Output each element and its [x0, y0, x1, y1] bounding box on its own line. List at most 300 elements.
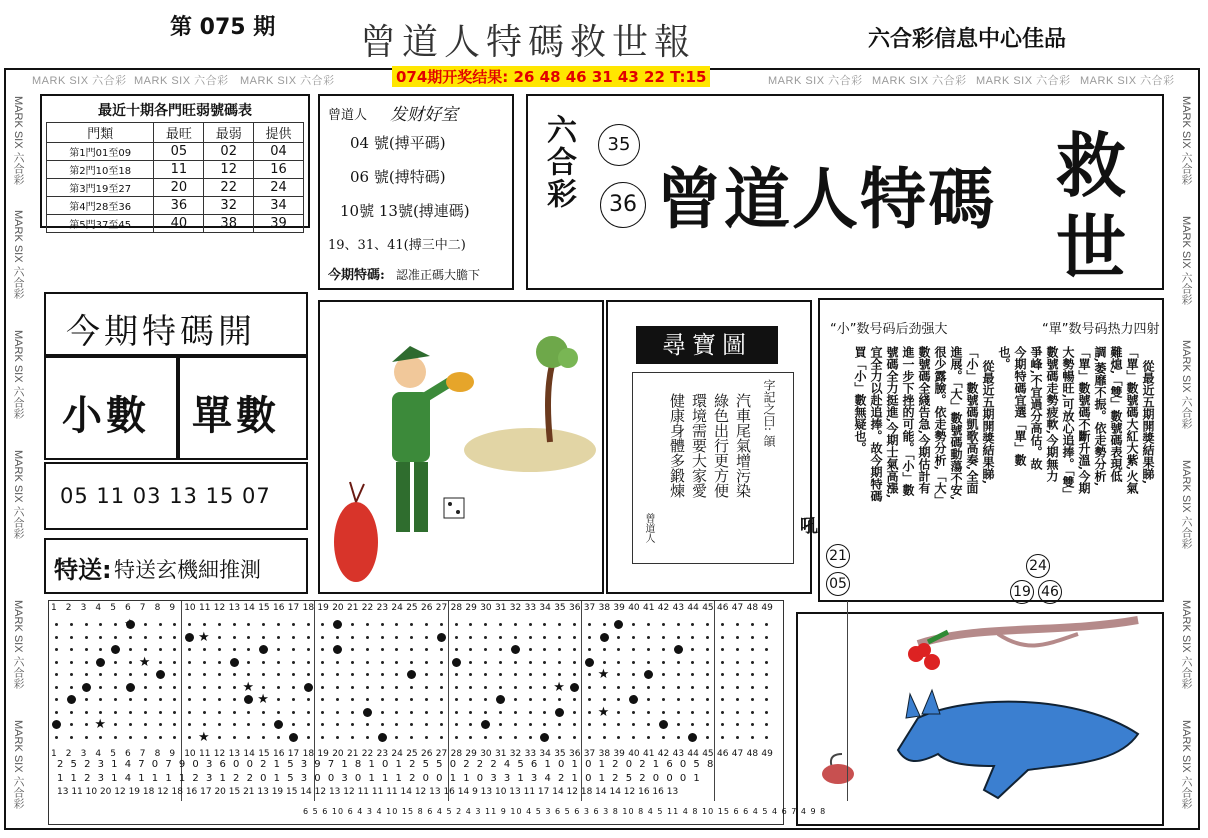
paper-title: 曾道人特碼救世報: [360, 22, 697, 63]
grid-column-number: 3: [80, 749, 87, 759]
number-circle: 05: [826, 572, 850, 596]
grid-column-number: 12: [213, 603, 226, 613]
grid-dot: [410, 736, 413, 739]
grid-dot: [677, 686, 680, 689]
grid-dot: [588, 636, 591, 639]
grid-column-number: 47: [731, 603, 744, 613]
grid-column-number: 42: [657, 603, 670, 613]
analysis-text: 從最近五期開獎結果睇,: [981, 360, 995, 485]
grid-dot: [336, 686, 339, 689]
grid-dot: [85, 723, 88, 726]
star-icon: ★: [257, 692, 269, 707]
grid-dot: [647, 623, 650, 626]
grid-dot: [721, 636, 724, 639]
banner-title-jiu: 救: [1056, 124, 1126, 207]
grid-dot: [647, 723, 650, 726]
grid-dot: [677, 623, 680, 626]
grid-dot: [603, 623, 606, 626]
grid-dot: [336, 711, 339, 714]
grid-dot: [440, 661, 443, 664]
special-numbers: 05 11 03 13 15 07: [60, 484, 271, 508]
grid-dot: [440, 698, 443, 701]
grid-dot: [573, 636, 576, 639]
grid-column-number: 38: [598, 749, 611, 759]
grid-dot: [529, 736, 532, 739]
grid-dot: [588, 673, 591, 676]
grid-column-number: 4: [95, 603, 102, 613]
farmer-illustration-icon: [320, 302, 602, 592]
grid-dot: [144, 723, 147, 726]
grid-dot: [381, 723, 384, 726]
grid-dot: [721, 686, 724, 689]
grid-dot: [203, 661, 206, 664]
grid-column-number: 35: [554, 749, 566, 759]
grid-dot: [292, 723, 295, 726]
grid-dot: [425, 623, 428, 626]
grid-dot: [292, 673, 295, 676]
grid-dot: [262, 661, 265, 664]
table-cell: 36: [154, 197, 204, 215]
grid-column-number: 26: [421, 603, 433, 613]
grid-column-number: 47: [731, 749, 744, 759]
analysis-text: 宜全力以赴追捧。故今期特碼: [869, 346, 883, 502]
grid-dot: [85, 711, 88, 714]
table-cell: 11: [154, 161, 204, 179]
grid-column-number: 35: [554, 603, 566, 613]
grid-dot: [529, 623, 532, 626]
grid-dot: [366, 686, 369, 689]
table-cell: 第3門19至27: [47, 179, 154, 197]
grid-dot: [233, 723, 236, 726]
grid-column-number: 19: [317, 749, 329, 759]
grid-dot: [85, 661, 88, 664]
grid-dot: [351, 698, 354, 701]
analysis-text: 「小」數號碼凱歌高奏,全面: [965, 346, 979, 495]
grid-dot: [129, 723, 132, 726]
number-circle: 21: [826, 544, 850, 568]
grid-dot: [455, 723, 458, 726]
grid-dot: [85, 648, 88, 651]
grid-dot: [262, 711, 265, 714]
send-box: [44, 538, 308, 594]
grid-column-number: 30: [480, 603, 492, 613]
publisher-name: 六合彩信息中心佳品: [868, 27, 1067, 52]
grid-marker: [674, 645, 683, 654]
grid-dot: [381, 698, 384, 701]
grid-column-number: 3: [80, 603, 87, 613]
grid-dot: [85, 736, 88, 739]
table-row: [47, 197, 304, 215]
analysis-text: 爭峰,不宜過分高估。故: [1029, 346, 1043, 471]
grid-marker: [555, 708, 564, 717]
grid-dot: [70, 686, 73, 689]
grid-dot: [159, 686, 162, 689]
hot-table-title: 最近十期各門旺弱號碼表: [98, 103, 252, 119]
analysis-text: 買「小」數無疑也。: [853, 346, 867, 454]
brand-watermark: MARK SIX 六合彩: [1180, 96, 1192, 185]
grid-dot: [455, 736, 458, 739]
grid-dot: [292, 636, 295, 639]
grid-marker: [585, 658, 594, 667]
grid-marker: [452, 658, 461, 667]
grid-dot: [85, 673, 88, 676]
grid-dot: [721, 723, 724, 726]
grid-dot: [499, 723, 502, 726]
grid-dot: [455, 623, 458, 626]
grid-dot: [751, 723, 754, 726]
grid-dot: [55, 648, 58, 651]
treasure-map-panel: [606, 300, 812, 594]
grid-dot: [529, 698, 532, 701]
grid-dot: [218, 661, 221, 664]
grid-dot: [159, 723, 162, 726]
grid-dot: [647, 648, 650, 651]
grid-dot: [677, 698, 680, 701]
grid-dot: [721, 698, 724, 701]
brand-watermark: MARK SIX 六合彩: [12, 210, 24, 299]
grid-dot: [736, 736, 739, 739]
grid-dot: [499, 711, 502, 714]
table-cell: 第2門10至18: [47, 161, 154, 179]
grid-dot: [736, 661, 739, 664]
illustration-animal: [796, 612, 1164, 826]
grid-marker: [378, 733, 387, 742]
banner-title-shi: 世: [1056, 206, 1126, 289]
grid-dot: [706, 711, 709, 714]
grid-dot: [751, 648, 754, 651]
grid-dot: [144, 648, 147, 651]
grid-marker: [570, 683, 579, 692]
grid-dot: [484, 711, 487, 714]
grid-marker: [156, 670, 165, 679]
grid-dot: [159, 661, 162, 664]
grid-dot: [218, 736, 221, 739]
grid-dot: [159, 711, 162, 714]
grid-dot: [366, 736, 369, 739]
grid-dot: [70, 711, 73, 714]
grid-dot: [499, 648, 502, 651]
grid-dot: [218, 623, 221, 626]
grid-column-number: 2: [65, 603, 72, 613]
table-cell: 第5門37至45: [47, 215, 154, 233]
grid-column-number: 46: [717, 603, 729, 613]
grid-dot: [277, 623, 280, 626]
grid-dot: [366, 661, 369, 664]
grid-marker: [185, 633, 194, 642]
grid-dot: [307, 723, 310, 726]
grid-dot: [233, 673, 236, 676]
grid-dot: [218, 636, 221, 639]
grid-dot: [721, 673, 724, 676]
grid-column-number: 32: [509, 603, 522, 613]
grid-dot: [499, 636, 502, 639]
grid-dot: [425, 673, 428, 676]
grid-dot: [85, 636, 88, 639]
grid-dot: [721, 623, 724, 626]
grid-dot: [55, 636, 58, 639]
grid-dot: [307, 661, 310, 664]
grid-dot: [603, 686, 606, 689]
grid-column-number: 11: [199, 603, 211, 613]
statistics-grid: [48, 600, 827, 825]
grid-column-number: 36: [569, 603, 581, 613]
tema-label: 今期特碼:: [328, 268, 385, 283]
grid-column-number: 45: [702, 749, 714, 759]
grid-dot: [514, 636, 517, 639]
grid-column-number: 2: [65, 749, 72, 759]
grid-dot: [277, 636, 280, 639]
grid-dot: [751, 636, 754, 639]
send-label: 特送:: [54, 556, 112, 584]
riddle-line: 綠色出行更方便: [712, 393, 730, 498]
grid-column-number: 15: [258, 749, 270, 759]
grid-dot: [307, 648, 310, 651]
grid-dot: [351, 736, 354, 739]
illustration-farmer: [318, 300, 604, 594]
grid-column-number: 39: [613, 749, 625, 759]
brand-watermark: MARK SIX 六合彩: [1180, 720, 1192, 809]
grid-dot: [114, 661, 117, 664]
grid-dot: [381, 711, 384, 714]
grid-dot: [706, 636, 709, 639]
grid-dot: [381, 661, 384, 664]
treasure-title: 尋寶圖: [636, 326, 778, 364]
grid-dot: [336, 636, 339, 639]
grid-column-number: 48: [746, 749, 759, 759]
grid-dot: [70, 648, 73, 651]
grid-marker: [304, 683, 313, 692]
grid-column-number: 43: [672, 603, 685, 613]
grid-dot: [351, 648, 354, 651]
grid-column-number: 9: [169, 749, 176, 759]
grid-dot: [144, 673, 147, 676]
grid-column-number: 39: [613, 603, 625, 613]
wolf-illustration-icon: [798, 614, 1162, 824]
grid-column-number: 37: [583, 603, 596, 613]
grid-dot: [381, 686, 384, 689]
brand-watermark: MARK SIX 六合彩: [12, 330, 24, 419]
number-circle: 24: [1026, 554, 1050, 578]
grid-dot: [751, 661, 754, 664]
brand-watermark: MARK SIX 六合彩: [134, 75, 229, 87]
grid-dot: [677, 723, 680, 726]
grid-dot: [751, 736, 754, 739]
table-row: [47, 143, 304, 161]
grid-dot: [277, 661, 280, 664]
grid-column-number: 20: [332, 603, 344, 613]
grid-dot: [366, 723, 369, 726]
grid-dot: [662, 661, 665, 664]
grid-column-number: 30: [480, 749, 492, 759]
grid-dot: [129, 636, 132, 639]
table-header-row: [47, 123, 304, 143]
grid-dot: [425, 698, 428, 701]
grid-dot: [129, 736, 132, 739]
grid-dot: [632, 711, 635, 714]
grid-group: [715, 601, 848, 801]
grid-column-number: 44: [687, 603, 699, 613]
grid-dot: [662, 736, 665, 739]
grid-dot: [70, 673, 73, 676]
grid-dot: [292, 648, 295, 651]
grid-dot: [440, 736, 443, 739]
grid-dot: [114, 686, 117, 689]
grid-column-number: 6: [125, 603, 131, 613]
grid-dot: [603, 736, 606, 739]
grid-column-number: 31: [495, 749, 507, 759]
brand-watermark: MARK SIX 六合彩: [12, 96, 24, 185]
grid-dot: [233, 623, 236, 626]
grid-column-number: 18: [302, 603, 315, 613]
grid-column-number: 14: [243, 749, 255, 759]
grid-dot: [514, 623, 517, 626]
grid-dot: [677, 711, 680, 714]
grid-dot: [721, 736, 724, 739]
star-icon: ★: [138, 654, 151, 670]
grid-column-number: 34: [539, 749, 551, 759]
grid-dot: [366, 623, 369, 626]
grid-column-number: 16: [273, 749, 285, 759]
table-cell: 38: [204, 215, 254, 233]
grid-dot: [203, 623, 206, 626]
special-heading: 今期特碼開: [66, 312, 256, 352]
grid-dot: [425, 661, 428, 664]
grid-dot: [484, 636, 487, 639]
grid-dot: [425, 636, 428, 639]
grid-dot: [706, 661, 709, 664]
grid-marker: [437, 633, 446, 642]
grid-dot: [455, 673, 458, 676]
issue-number: 第 075 期: [170, 15, 276, 40]
grid-dot: [366, 698, 369, 701]
grid-dot: [351, 686, 354, 689]
grid-column-number: 40: [628, 603, 640, 613]
analysis-text: 進展。「大」數號碼動蕩不安,: [949, 346, 963, 501]
grid-dot: [336, 661, 339, 664]
grid-column-number: 36: [569, 749, 581, 759]
grid-dot: [573, 698, 576, 701]
table-row: [47, 161, 304, 179]
tip-line: 06 號(搏特碼): [350, 168, 446, 186]
grid-column-number: 15: [258, 603, 270, 613]
grid-dot: [144, 623, 147, 626]
grid-dot: [736, 711, 739, 714]
grid-dot: [144, 698, 147, 701]
grid-column-number: 40: [628, 749, 640, 759]
tip-line: 19、31、41(搏三中二): [328, 238, 466, 253]
grid-column-number: 26: [421, 749, 433, 759]
grid-dot: [55, 711, 58, 714]
grid-dot: [588, 698, 591, 701]
grid-dot: [351, 673, 354, 676]
grid-dot: [307, 698, 310, 701]
grid-dot: [455, 711, 458, 714]
banner-main-title: 曾道人特碼: [656, 160, 996, 238]
grid-column-number: 19: [317, 603, 329, 613]
table-cell: 24: [254, 179, 304, 197]
grid-column-number: 24: [391, 603, 403, 613]
grid-marker: [659, 720, 668, 729]
grid-dot: [159, 648, 162, 651]
grid-marker: [52, 720, 61, 729]
table-row: [47, 179, 304, 197]
analysis-text: 大勢暢旺,可放心追捧。「雙」: [1061, 346, 1075, 501]
grid-column-number: 11: [199, 749, 211, 759]
grid-dot: [70, 736, 73, 739]
grid-dot: [381, 648, 384, 651]
grid-dot: [366, 648, 369, 651]
grid-dot: [307, 636, 310, 639]
grid-column-number: 38: [598, 603, 611, 613]
grid-column-number: 9: [169, 603, 176, 613]
grid-dot: [381, 673, 384, 676]
banner-side-text: 六合彩: [541, 114, 576, 210]
grid-column-number: 29: [465, 603, 477, 613]
column-header: 最弱: [204, 123, 254, 143]
grid-dot: [307, 736, 310, 739]
grid-dot: [307, 623, 310, 626]
grid-dot: [484, 661, 487, 664]
grid-dot: [218, 673, 221, 676]
hot-table: [46, 122, 304, 233]
grid-dot: [662, 698, 665, 701]
grid-column-number: 1: [51, 603, 57, 613]
grid-dot: [662, 636, 665, 639]
grid-dot: [603, 661, 606, 664]
grid-dot: [144, 686, 147, 689]
grid-dot: [144, 736, 147, 739]
grid-column-number: 49: [761, 603, 773, 613]
grid-column-number: 29: [465, 749, 477, 759]
table-cell: 第4門28至36: [47, 197, 154, 215]
grid-column-number: 7: [139, 749, 146, 759]
grid-dot: [529, 648, 532, 651]
grid-dot: [425, 648, 428, 651]
grid-dot: [366, 673, 369, 676]
grid-column-number: 7: [139, 603, 146, 613]
grid-dot: [706, 736, 709, 739]
grid-column-number: 31: [495, 603, 507, 613]
grid-dot: [588, 736, 591, 739]
grid-dot: [292, 686, 295, 689]
grid-marker: [126, 683, 135, 692]
brand-watermark: MARK SIX 六合彩: [976, 75, 1071, 87]
grid-dot: [440, 686, 443, 689]
grid-dot: [292, 711, 295, 714]
grid-dot: [218, 698, 221, 701]
grid-column-number: 8: [154, 603, 161, 613]
grid-dot: [499, 686, 502, 689]
last-draw-result: 074期开奖结果: 26 48 46 31 43 22 T:15: [392, 66, 710, 87]
grid-dot: [129, 661, 132, 664]
grid-marker: [496, 695, 505, 704]
odd-number-word: 單數: [192, 392, 280, 439]
grid-dot: [588, 648, 591, 651]
grid-column-number: 24: [391, 749, 403, 759]
analysis-text: 進一步下挫的可能。「小」數: [901, 346, 915, 496]
small-number-word: 小數: [62, 392, 150, 439]
star-icon: ★: [597, 667, 610, 682]
grid-dot: [514, 698, 517, 701]
grid-column-number: 37: [583, 749, 596, 759]
grid-dot: [203, 723, 206, 726]
grid-dot: [233, 648, 236, 651]
grid-dot: [677, 661, 680, 664]
small-number-box: [44, 356, 178, 460]
grid-dot: [144, 711, 147, 714]
grid-dot: [55, 698, 58, 701]
grid-marker: [274, 720, 283, 729]
